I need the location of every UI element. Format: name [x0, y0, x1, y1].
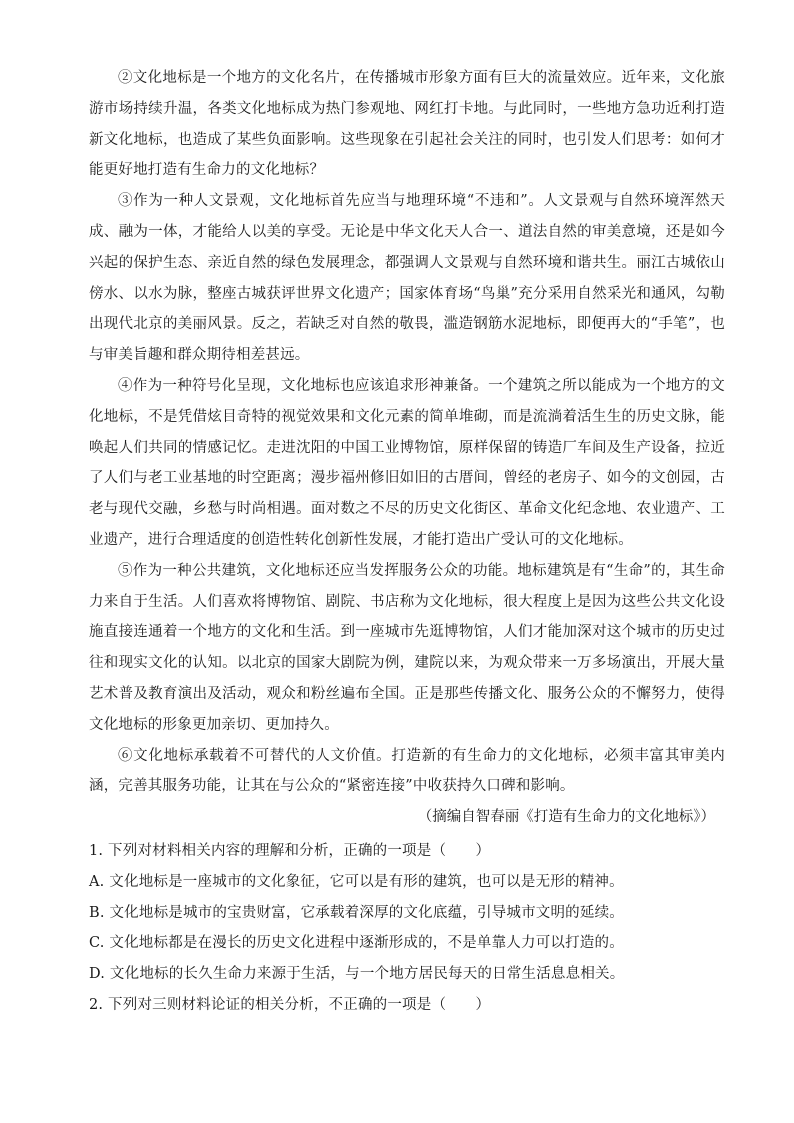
paragraph-5: ⑤作为一种公共建筑，文化地标还应当发挥服务公众的功能。地标建筑是有“生命”的，其生命力来自于生活。人们喜欢将博物馆、剧院、书店称为文化地标，很大程度上是因为这些公共文化设施直接连通着一个地方的文化和生活。到一座城市先逛博物馆，人们才能加深对这个城市的历史过往和现实文化的认知。以北京的国家大剧院为例，建院以来，为观众带来一万多场演出，开展大量艺术普及教育演出及活动，观众和粉丝遍布全国。正是那些传播文化、服务公众的不懈努力，使得文化地标的形象更加亲切、更加持久。 — [89, 562, 725, 733]
article-source: （摘编自智春丽《打造有生命力的文化地标》） — [417, 809, 715, 826]
article-body — [89, 63, 725, 1021]
question-1-option-c: C. 文化地标都是在漫长的历史文化进程中逐渐形成的，不是单靠人力可以打造的。 — [89, 935, 624, 952]
paragraph-6: ⑥文化地标承载着不可替代的人文价值。打造新的有生命力的文化地标，必须丰富其审美内涵，完善其服务功能，让其在与公众的“紧密连接”中收获持久口碑和影响。 — [89, 747, 725, 795]
question-1-option-d: D. 文化地标的长久生命力来源于生活，与一个地方居民每天的日常生活息息相关。 — [89, 966, 625, 983]
question-1-option-a: A. 文化地标是一座城市的文化象征，它可以是有形的建筑，也可以是无形的精神。 — [89, 873, 624, 890]
paragraph-3: ③作为一种人文景观，文化地标首先应当与地理环境“不违和”。人文景观与自然环境浑然天成、融为一体，才能给人以美的享受。无论是中华文化天人合一、道法自然的审美意境，还是如今兴起的保护生态、亲近自然的绿色发展理念，都强调人文景观与自然环境和谐共生。丽江古城依山傍水、以水为脉，整座古城获评世界文化遗产；国家体育场“鸟巢”充分采用自然采光和通风，勾勒出现代北京的美丽风景。反之，若缺乏对自然的敬畏，滥造钢筋水泥地标，即便再大的“手笔”，也与审美旨趣和群众期待相差甚远。 — [89, 193, 725, 364]
question-section — [89, 836, 725, 1021]
question-1-option-b: B. 文化地标是城市的宝贵财富，它承载着深厚的文化底蕴，引导城市文明的延续。 — [89, 904, 624, 921]
question-2-stem: 2. 下列对三则材料论证的相关分析，不正确的一项是（ ） — [89, 996, 491, 1013]
question-1-stem: 1. 下列对材料相关内容的理解和分析，正确的一项是（ ） — [89, 842, 491, 859]
paragraph-4: ④作为一种符号化呈现，文化地标也应该追求形神兼备。一个建筑之所以能成为一个地方的文化地标，不是凭借炫目奇特的视觉效果和文化元素的简单堆砌，而是流淌着活生生的历史文脉，能唤起人们共同的情感记忆。走进沈阳的中国工业博物馆，原样保留的铸造厂车间及生产设备，拉近了人们与老工业基地的时空距离；漫步福州修旧如旧的古厝间，曾经的老房子、如今的文创园，古老与现代交融，乡愁与时尚相遇。面对数之不尽的历史文化街区、革命文化纪念地、农业遗产、工业遗产，进行合理适度的创造性转化创新性发展，才能打造出广受认可的文化地标。 — [89, 377, 725, 548]
paragraph-2: ②文化地标是一个地方的文化名片，在传播城市形象方面有巨大的流量效应。近年来，文化旅游市场持续升温，各类文化地标成为热门参观地、网红打卡地。与此同时，一些地方急功近利打造新文化地标，也造成了某些负面影响。这些现象在引起社会关注的同时，也引发人们思考：如何才能更好地打造有生命力的文化地标？ — [89, 70, 725, 179]
